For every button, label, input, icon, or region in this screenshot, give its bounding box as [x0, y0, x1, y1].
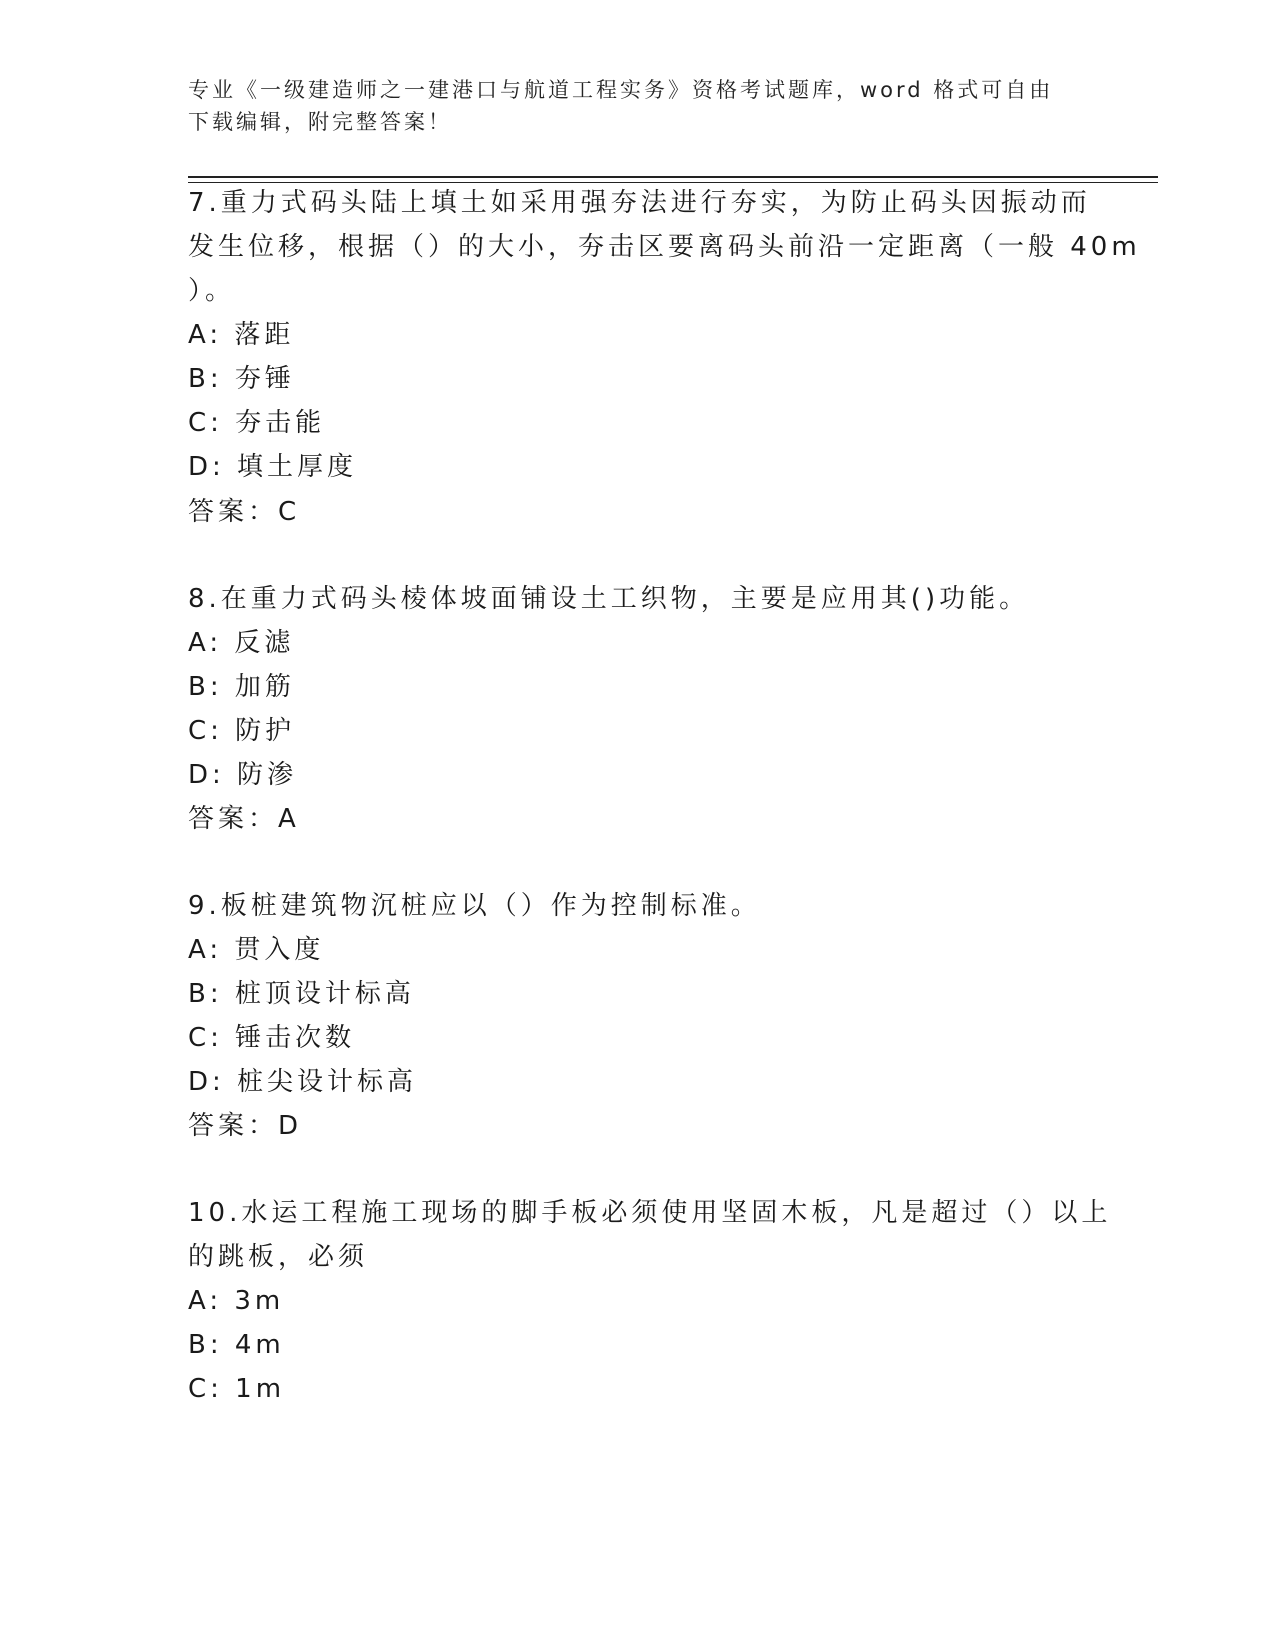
question-8-option-b: B: 加筋 [188, 672, 295, 702]
question-7-option-b: B: 夯锤 [188, 364, 295, 394]
header-divider [188, 176, 1158, 178]
document-header [188, 74, 1088, 138]
question-7-option-a: A: 落距 [188, 320, 295, 350]
question-10-option-b: B: 4m [188, 1330, 285, 1360]
question-10-text-line-1: 10.水运工程施工现场的脚手板必须使用坚固木板，凡是超过（）以上 [188, 1198, 1112, 1228]
question-8-option-a: A: 反滤 [188, 628, 295, 658]
header-divider-thin [188, 182, 1158, 183]
question-9-option-c: C: 锤击次数 [188, 1023, 356, 1053]
header-line-1: 专业《一级建造师之一建港口与航道工程实务》资格考试题库，word 格式可自由 [188, 78, 1054, 102]
question-7-option-c: C: 夯击能 [188, 408, 326, 438]
question-7-answer: 答案：C [188, 497, 301, 527]
question-10-option-c: C: 1m [188, 1374, 286, 1404]
header-line-2: 下载编辑，附完整答案！ [188, 110, 452, 134]
question-7-text-line-2: 发生位移，根据（）的大小，夯击区要离码头前沿一定距离（一般 40m [188, 232, 1141, 262]
question-8-option-c: C: 防护 [188, 716, 296, 746]
question-8-answer: 答案：A [188, 804, 300, 834]
question-9-option-a: A: 贯入度 [188, 935, 325, 965]
question-9-answer: 答案：D [188, 1111, 303, 1141]
question-10-text-line-2: 的跳板，必须 [188, 1242, 369, 1272]
question-8-text-line-1: 8.在重力式码头棱体坡面铺设土工织物，主要是应用其()功能。 [188, 584, 1030, 614]
question-7-text-line-3: ）。 [188, 276, 236, 306]
question-7-option-d: D: 填土厚度 [188, 452, 358, 482]
question-7-text-line-1: 7.重力式码头陆上填土如采用强夯法进行夯实，为防止码头因振动而 [188, 188, 1091, 218]
question-10-option-a: A: 3m [188, 1286, 285, 1316]
question-9-option-d: D: 桩尖设计标高 [188, 1067, 418, 1097]
question-9-text-line-1: 9.板桩建筑物沉桩应以（）作为控制标准。 [188, 891, 761, 921]
question-8-option-d: D: 防渗 [188, 760, 298, 790]
question-9-option-b: B: 桩顶设计标高 [188, 979, 415, 1009]
